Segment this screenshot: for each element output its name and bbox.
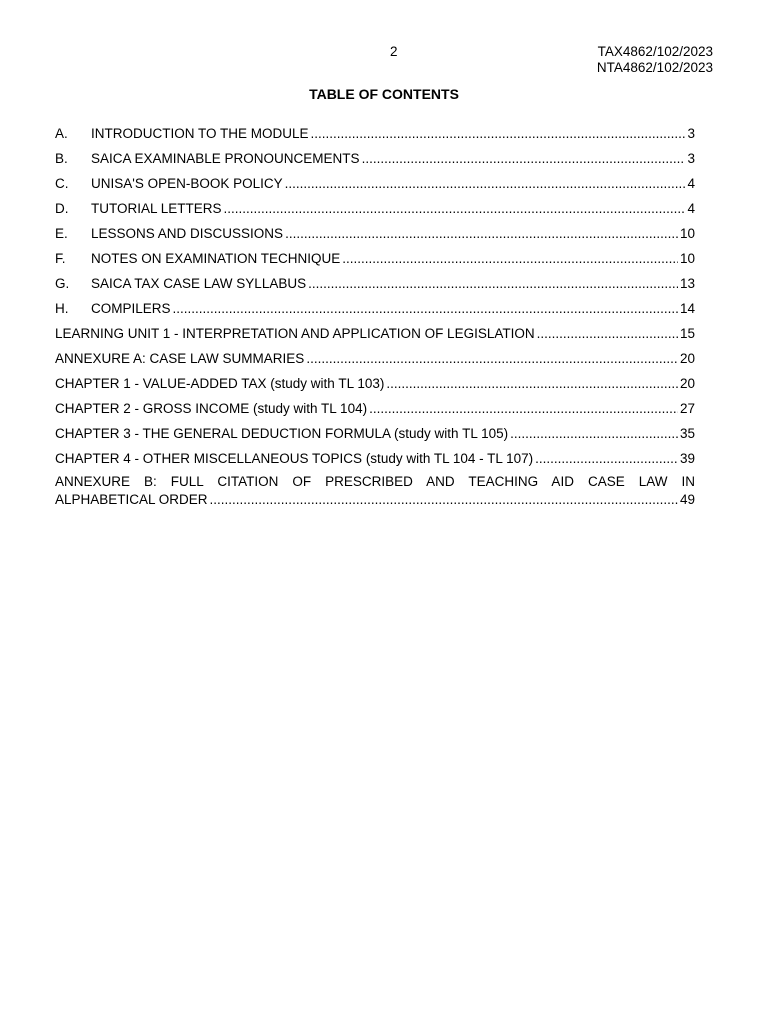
dot-leader [173,301,678,317]
toc-entry-label: LESSONS AND DISCUSSIONS [91,226,284,241]
toc-entry-label: CHAPTER 1 - VALUE-ADDED TAX (study with TL 103) [55,376,385,391]
toc-entry-label: TUTORIAL LETTERS [91,201,222,216]
toc-entry[interactable] [55,317,695,342]
toc-entry-page: 4 [687,176,695,191]
dot-leader [386,376,678,392]
toc-entry-label: SAICA TAX CASE LAW SYLLABUS [91,276,307,291]
toc-entry-page: 49 [679,492,695,507]
chapter-entries [55,317,695,467]
toc-entry[interactable] [55,167,695,192]
toc-entry-page: 27 [679,401,695,416]
toc-entry-page: 15 [679,326,695,341]
dot-leader [369,401,678,417]
toc-entry[interactable] [55,242,695,267]
toc-entry-page: 10 [679,251,695,266]
dot-leader [535,451,678,467]
toc-entry-letter: H. [55,301,69,316]
toc-entry[interactable] [55,392,695,417]
dot-leader [311,126,686,142]
toc-entry-label: CHAPTER 3 - THE GENERAL DEDUCTION FORMULA (study with TL 105) [55,426,509,441]
toc-entry[interactable] [55,342,695,367]
toc-entry-label: NOTES ON EXAMINATION TECHNIQUE [91,251,341,266]
toc-entry[interactable] [55,442,695,467]
dot-leader [510,426,678,442]
document-codes [597,44,713,75]
toc-entry-label: UNISA'S OPEN-BOOK POLICY [91,176,283,191]
dot-leader [224,201,686,217]
toc-entry-label-line1: ANNEXURE B: FULL CITATION OF PRESCRIBED AND TEACHING AID CASE LAW IN [55,474,695,489]
toc-entry[interactable] [55,292,695,317]
toc-entry-label-line2: ALPHABETICAL ORDER [55,492,208,507]
dot-leader [362,151,686,167]
toc-entry-label: LEARNING UNIT 1 - INTERPRETATION AND APPLICATION OF LEGISLATION [55,326,535,341]
toc-entry[interactable] [55,142,695,167]
toc-entry-label: COMPILERS [91,301,171,316]
toc-entry-page: 3 [687,126,695,141]
toc-entry-page: 20 [679,351,695,366]
toc-entry-letter: A. [55,126,68,141]
toc-entry-letter: C. [55,176,69,191]
toc-entry[interactable] [55,117,695,142]
page-number: 2 [390,44,398,59]
toc-entry-page: 14 [679,301,695,316]
dot-leader [308,276,678,292]
toc-entry-page: 20 [679,376,695,391]
toc-entry-label: CHAPTER 4 - OTHER MISCELLANEOUS TOPICS (study with TL 104 - TL 107) [55,451,534,466]
toc-entry-letter: F. [55,251,66,266]
dot-leader [342,251,678,267]
toc-entry[interactable] [55,217,695,242]
toc-entry[interactable] [55,192,695,217]
dot-leader [285,176,686,192]
toc-entry-letter: G. [55,276,70,291]
dot-leader [306,351,678,367]
table-of-contents [55,117,695,509]
toc-entry-page: 3 [687,151,695,166]
toc-entry-label: SAICA EXAMINABLE PRONOUNCEMENTS [91,151,360,166]
toc-entry-page: 13 [679,276,695,291]
module-code-nta: NTA4862/102/2023 [596,59,713,75]
dot-leader [537,326,678,342]
toc-entry-page: 35 [679,426,695,441]
toc-entry-page: 4 [687,201,695,216]
toc-entry-letter: D. [55,201,69,216]
toc-entry-annexure-b[interactable] [55,473,695,509]
dot-leader [285,226,678,242]
toc-entry-page: 10 [679,226,695,241]
dot-leader [210,491,678,509]
toc-entry[interactable] [55,367,695,392]
toc-entry[interactable] [55,267,695,292]
toc-entry-label: INTRODUCTION TO THE MODULE [91,126,309,141]
toc-title: TABLE OF CONTENTS [309,86,459,102]
module-code-tax: TAX4862/102/2023 [597,44,713,59]
lettered-entries [55,117,695,317]
toc-entry-letter: E. [55,226,68,241]
toc-entry[interactable] [55,417,695,442]
toc-entry-page: 39 [679,451,695,466]
toc-entry-label: ANNEXURE A: CASE LAW SUMMARIES [55,351,305,366]
toc-entry-label: CHAPTER 2 - GROSS INCOME (study with TL 104) [55,401,368,416]
toc-entry-letter: B. [55,151,68,166]
